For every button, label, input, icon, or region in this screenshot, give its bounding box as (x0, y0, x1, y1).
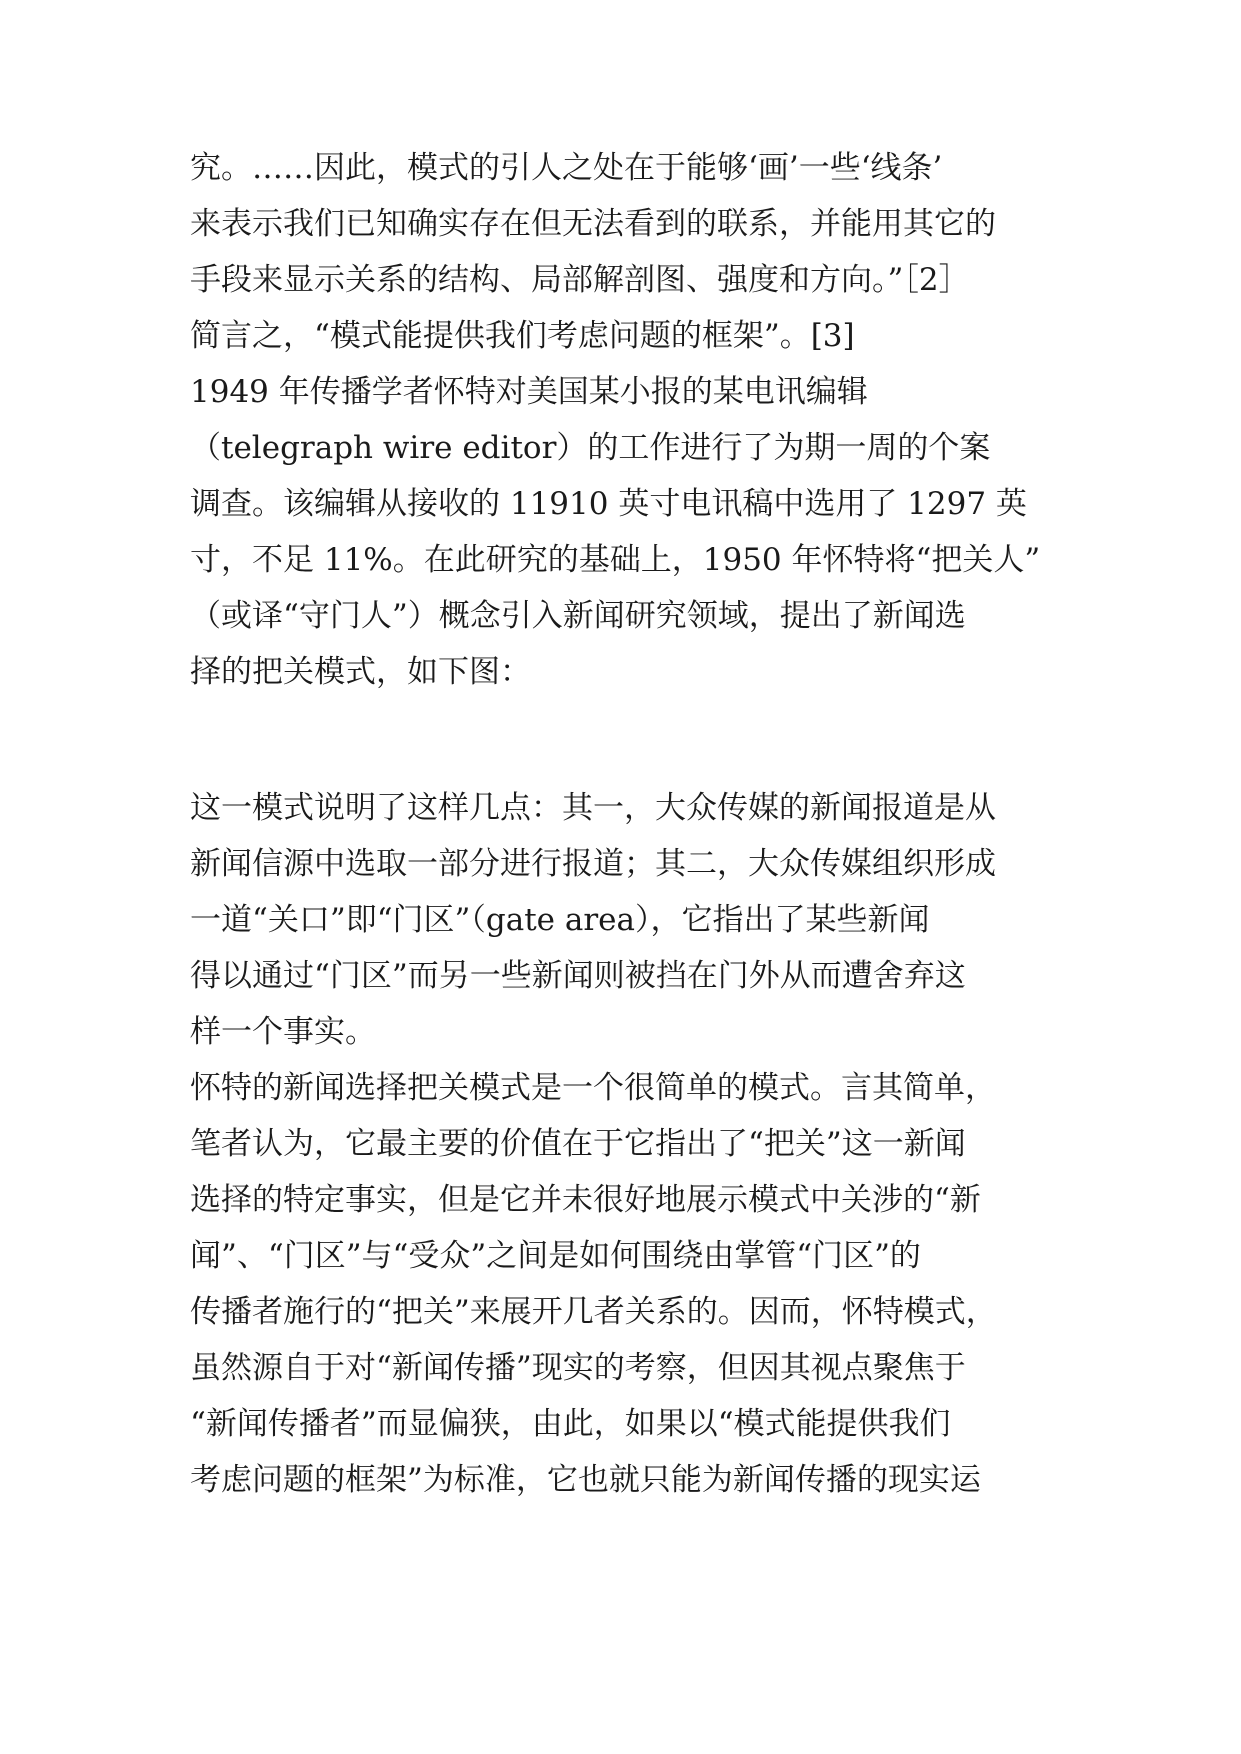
paragraph-4-line-8: 考虑问题的框架”为标准，它也就只能为新闻传播的现实运 (190, 1462, 981, 1498)
paragraph-4-line-2: 笔者认为，它最主要的价值在于它指出了“把关”这一新闻 (190, 1126, 966, 1162)
paragraph-4-line-3: 选择的特定事实，但是它并未很好地展示模式中关涉的“新 (190, 1182, 981, 1218)
paragraph-3-line-1: 这一模式说明了这样几点：其一，大众传媒的新闻报道是从 (190, 790, 996, 826)
paragraph-2-line-3: 调查。该编辑从接收的 11910 英寸电讯稿中选用了 1297 英 (190, 486, 1027, 522)
paragraph-2-line-2: （telegraph wire editor）的工作进行了为期一周的个案 (190, 430, 991, 466)
paragraph-2-line-5: （或译“守门人”）概念引入新闻研究领域，提出了新闻选 (190, 598, 966, 634)
paragraph-3-line-4: 得以通过“门区”而另一些新闻则被挡在门外从而遭舍弃这 (190, 958, 966, 994)
paragraph-4-line-4: 闻”、“门区”与“受众”之间是如何围绕由掌管“门区”的 (190, 1238, 921, 1274)
paragraph-2-line-1: 1949 年传播学者怀特对美国某小报的某电讯编辑 (190, 374, 868, 410)
paragraph-3-line-3: 一道“关口”即“门区”（gate area），它指出了某些新闻 (190, 902, 930, 938)
paragraph-4-line-1: 怀特的新闻选择把关模式是一个很简单的模式。言其简单， (190, 1070, 996, 1106)
paragraph-3-line-2: 新闻信源中选取一部分进行报道；其二，大众传媒组织形成 (190, 846, 996, 882)
paragraph-4-line-6: 虽然源自于对“新闻传播”现实的考察，但因其视点聚焦于 (190, 1350, 966, 1386)
paragraph-1-line-3: 手段来显示关系的结构、局部解剖图、强度和方向。”［2］ (190, 262, 970, 298)
paragraph-4-line-7: “新闻传播者”而显偏狭，由此，如果以“模式能提供我们 (190, 1406, 951, 1442)
paragraph-1-line-1: 究。……因此，模式的引人之处在于能够‘画’一些‘线条’ (190, 150, 943, 186)
paragraph-3-line-5: 样一个事实。 (190, 1014, 376, 1050)
paragraph-2-line-4: 寸，不足 11%。在此研究的基础上，1950 年怀特将“把关人” (190, 542, 1041, 578)
paragraph-4-line-5: 传播者施行的“把关”来展开几者关系的。因而，怀特模式， (190, 1294, 997, 1330)
paragraph-1-line-4: 简言之，“模式能提供我们考虑问题的框架”。[3] (190, 318, 855, 354)
paragraph-2-line-6: 择的把关模式，如下图： (190, 654, 531, 690)
paragraph-1-line-2: 来表示我们已知确实存在但无法看到的联系，并能用其它的 (190, 206, 996, 242)
